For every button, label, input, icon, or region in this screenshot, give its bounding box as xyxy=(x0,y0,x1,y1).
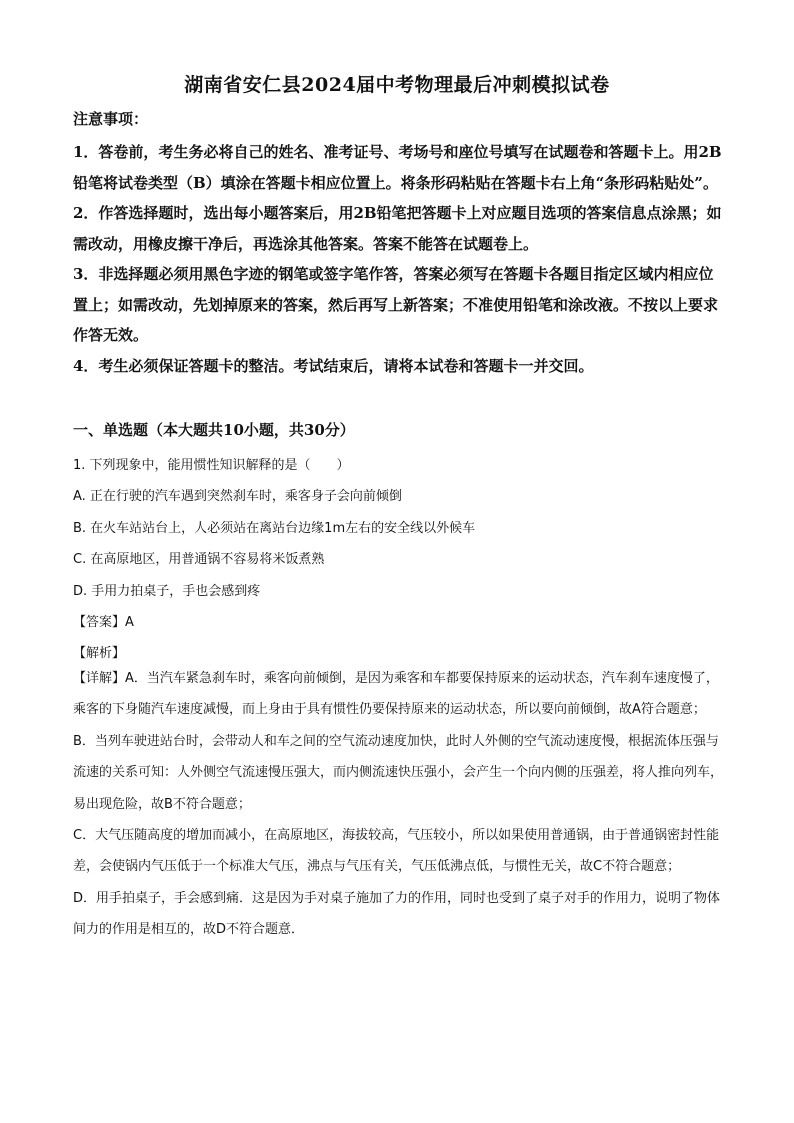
explanation-a: 【详解】A．当汽车紧急刹车时，乘客向前倾倒，是因为乘客和车都要保持原来的运动状态，汽车刹车速度慢了，乘客的下身随汽车速度减慢，而上身由于具有惯性仍要保持原来的运动状态，所以要向前倾倒，故A符合题意； xyxy=(73,671,719,718)
analysis-label: 【解析】 xyxy=(73,646,126,662)
page-title: 湖南省安仁县2024届中考物理最后冲刺模拟试卷 xyxy=(184,74,610,96)
option-d: D. 手用力拍桌子，手也会感到疼 xyxy=(73,583,261,599)
notice-item-1: 1．答卷前，考生务必将自己的姓名、准考证号、考场号和座位号填写在试题卷和答题卡上。用2B铅笔将试卷类型（B）填涂在答题卡相应位置上。将条形码粘贴在答题卡右上角“条形码粘贴处”。 xyxy=(73,143,722,192)
notice-item-3: 3．非选择题必须用黑色字迹的钢笔或签字笔作答，答案必须写在答题卡各题目指定区域内相应位置上；如需改动，先划掉原来的答案，然后再写上新答案；不准使用铅笔和涂改液。不按以上要求作答无效。 xyxy=(73,265,719,344)
option-b: B. 在火车站站台上，人必须站在离站台边缘1m左右的安全线以外候车 xyxy=(73,520,476,536)
explanation xyxy=(73,663,725,946)
option-c: C. 在高原地区，用普通锅不容易将米饭煮熟 xyxy=(73,552,325,568)
notice-list xyxy=(73,137,725,381)
explanation-d: D．用手拍桌子，手会感到痛．这是因为手对桌子施加了力的作用，同时也受到了桌子对手的作用力，说明了物体间力的作用是相互的，故D不符合题意． xyxy=(73,890,721,938)
question-1 xyxy=(73,450,725,670)
explanation-b: B．当列车驶进站台时，会带动人和车之间的空气流动速度加快，此时人外侧的空气流动速度慢，根据流体压强与流速的关系可知：人外侧空气流速慢压强大，而内侧流速快压强小，会产生一个向内侧的压强差，将人推向列车，易出现危险，故B不符合题意； xyxy=(73,733,724,812)
explanation-c: C．大气压随高度的增加而减小，在高原地区，海拔较高，气压较小，所以如果使用普通锅，由于普通锅密封性能差，会使锅内气压低于一个标准大气压，沸点与气压有关，气压低沸点低，与惯性无关，故C不符合题意； xyxy=(73,828,720,875)
question-stem: 1. 下列现象中，能用惯性知识解释的是（ ） xyxy=(73,458,350,473)
notice-item-2: 2．作答选择题时，选出每小题答案后，用2B铅笔把答题卡上对应题目选项的答案信息点涂黑；如需改动，用橡皮擦干净后，再选涂其他答案。答案不能答在试题卷上。 xyxy=(73,204,722,253)
notice-heading: 注意事项： xyxy=(73,110,149,128)
section-heading: 一、单选题（本大题共10小题，共30分） xyxy=(73,421,355,439)
notice-item-4: 4．考生必须保证答题卡的整洁。考试结束后，请将本试卷和答题卡一并交回。 xyxy=(73,356,594,375)
answer-line: 【答案】A xyxy=(73,614,134,630)
option-a: A. 正在行驶的汽车遇到突然刹车时，乘客身子会向前倾倒 xyxy=(73,489,402,505)
